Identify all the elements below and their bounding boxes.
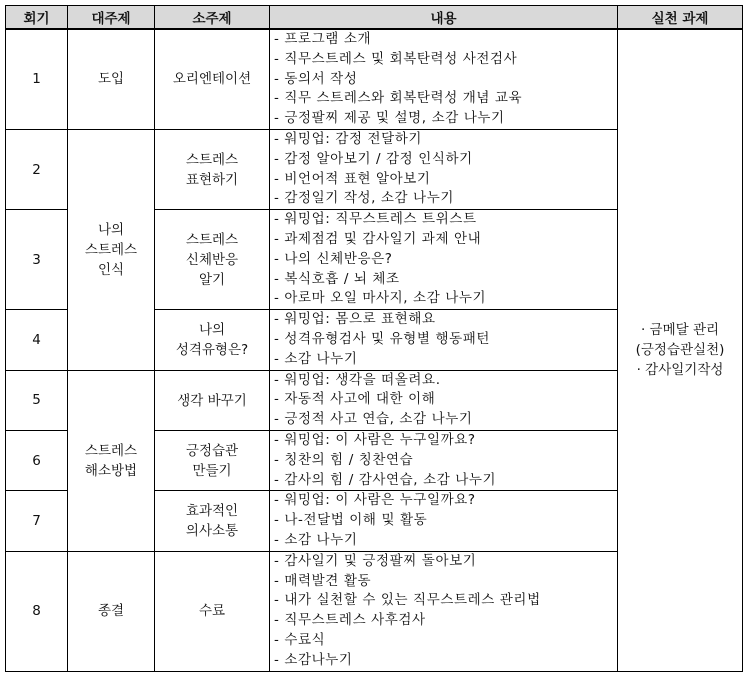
sub-topic-line: 나의: [198, 321, 226, 338]
sub-topic: [155, 310, 270, 370]
table-header-row: [6, 6, 743, 30]
content-line: - 소감 나누기: [274, 350, 358, 367]
content-line: - 내가 실천할 수 있는 직무스트레스 관리법: [274, 592, 541, 609]
session-number: 7: [6, 491, 68, 551]
content-line: - 워밍업: 이 사람은 누구일까요?: [274, 431, 476, 448]
content-line: - 워밍업: 감정 전달하기: [274, 130, 423, 147]
session-number: 1: [6, 29, 68, 129]
sub-topic-line: 수료: [198, 603, 226, 620]
content-line: - 자동적 사고에 대한 이해: [274, 391, 436, 408]
content-line: - 감정일기 작성, 소감 나누기: [274, 190, 454, 207]
content-cell: [270, 129, 618, 209]
main-topic-closing: 종결: [68, 551, 155, 671]
practice-line: · 감사일기작성: [636, 362, 724, 379]
sub-topic: [155, 491, 270, 551]
table-row: [6, 29, 743, 129]
program-table-container: [5, 5, 743, 672]
content-line: - 직무스트레스 사후검사: [274, 612, 426, 629]
content-line: - 비언어적 표현 알아보기: [274, 170, 431, 187]
content-line: - 동의서 작성: [274, 70, 358, 87]
practice-line: · 금메달 관리: [640, 322, 720, 339]
content-cell: [270, 29, 618, 129]
session-number: 2: [6, 129, 68, 209]
session-number: 4: [6, 310, 68, 370]
session-number: 3: [6, 210, 68, 310]
main-topic-line: 스트레스: [84, 442, 138, 459]
sub-topic-line: 표현하기: [185, 171, 239, 188]
session-number: 8: [6, 551, 68, 671]
main-topic-line: 해소방법: [84, 462, 138, 479]
content-line: - 나-전달법 이해 및 활동: [274, 512, 428, 529]
header-content: 내용: [270, 6, 618, 30]
sub-topic-line: 긍정습관: [185, 442, 239, 459]
content-line: - 워밍업: 생각을 떠올려요.: [274, 371, 441, 388]
sub-topic-line: 오리엔테이션: [172, 71, 252, 88]
content-line: - 소감나누기: [274, 651, 353, 668]
content-line: - 과제점검 및 감사일기 과제 안내: [274, 230, 482, 247]
practice-line: (긍정습관실천): [635, 342, 725, 359]
content-line: - 워밍업: 직무스트레스 트위스트: [274, 211, 477, 228]
main-topic-relief: [68, 370, 155, 551]
sub-topic: [155, 129, 270, 209]
sub-topic-line: 만들기: [192, 462, 232, 479]
content-line: - 직무 스트레스와 회복탄력성 개념 교육: [274, 90, 523, 107]
content-line: - 소감 나누기: [274, 531, 358, 548]
content-line: - 프로그램 소개: [274, 31, 372, 47]
sub-topic-line: 신체반응: [185, 251, 239, 268]
sub-topic-line: 알기: [198, 271, 226, 288]
content-line: - 직무스트레스 및 회복탄력성 사전검사: [274, 50, 518, 67]
content-cell: [270, 430, 618, 490]
main-topic-intro: 도입: [68, 29, 155, 129]
content-line: - 수료식: [274, 631, 326, 648]
content-cell: [270, 310, 618, 370]
content-line: - 감정 알아보기 / 감정 인식하기: [274, 150, 473, 167]
main-topic-line: 인식: [97, 261, 125, 278]
sub-topic: [155, 29, 270, 129]
content-line: - 칭찬의 힘 / 칭찬연습: [274, 451, 414, 468]
header-sub-topic: 소주제: [155, 6, 270, 30]
content-cell: [270, 491, 618, 551]
session-number: 6: [6, 430, 68, 490]
content-line: - 성격유형검사 및 유형별 행동패턴: [274, 330, 491, 347]
content-line: - 워밍업: 이 사람은 누구일까요?: [274, 492, 476, 509]
practice-task-cell: [618, 29, 743, 671]
sub-topic: [155, 551, 270, 671]
program-schedule-table: [5, 5, 743, 672]
content-line: - 감사의 힘 / 감사연습, 소감 나누기: [274, 471, 497, 488]
header-practice-task: 실천 과제: [618, 6, 743, 30]
content-cell: [270, 370, 618, 430]
content-line: - 나의 신체반응은?: [274, 250, 393, 267]
content-line: - 워밍업: 몸으로 표현해요: [274, 311, 436, 328]
content-cell: [270, 210, 618, 310]
sub-topic-line: 스트레스: [185, 151, 239, 168]
content-line: - 감사일기 및 긍정팔찌 돌아보기: [274, 552, 477, 569]
sub-topic-line: 성격유형은?: [175, 341, 249, 358]
main-topic-line: 나의: [97, 221, 125, 238]
content-line: - 긍정팔찌 제공 및 설명, 소감 나누기: [274, 110, 505, 127]
sub-topic: [155, 370, 270, 430]
sub-topic-line: 효과적인: [185, 503, 239, 520]
sub-topic: [155, 210, 270, 310]
content-line: - 복식호흡 / 뇌 체조: [274, 270, 400, 287]
header-main-topic: 대주제: [68, 6, 155, 30]
sub-topic-line: 스트레스: [185, 231, 239, 248]
content-line: - 긍정적 사고 연습, 소감 나누기: [274, 411, 473, 428]
content-line: - 매력발견 활동: [274, 572, 372, 589]
sub-topic-line: 생각 바꾸기: [177, 392, 247, 409]
sub-topic: [155, 430, 270, 490]
main-topic-recognition: [68, 129, 155, 370]
content-cell: [270, 551, 618, 671]
main-topic-line: 스트레스: [84, 241, 138, 258]
session-number: 5: [6, 370, 68, 430]
header-session: 회기: [6, 6, 68, 30]
sub-topic-line: 의사소통: [185, 523, 239, 540]
content-line: - 아로마 오일 마사지, 소감 나누기: [274, 290, 487, 307]
